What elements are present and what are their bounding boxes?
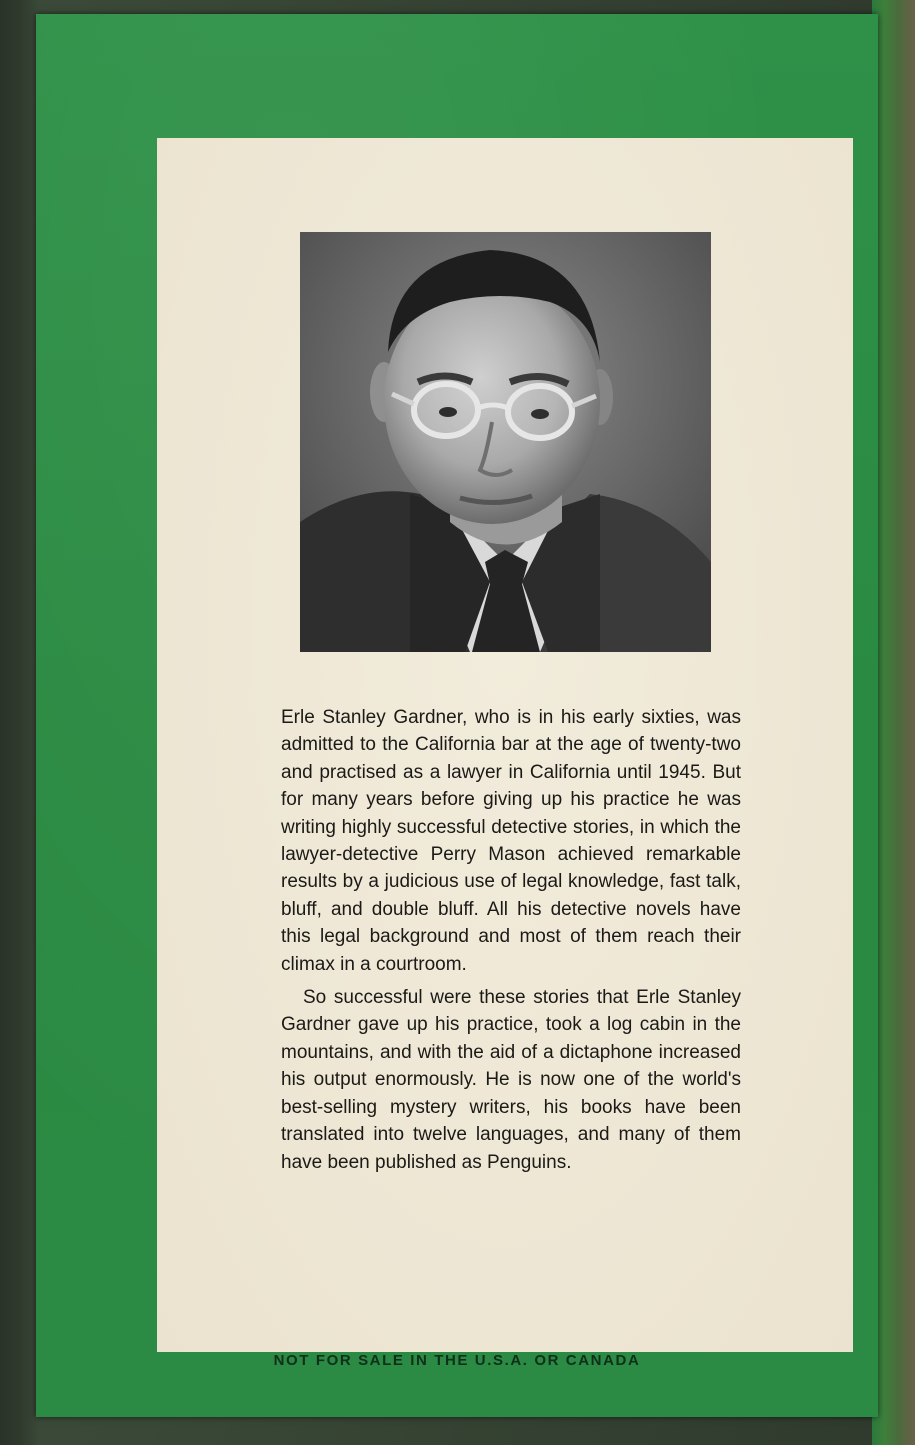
back-cover bbox=[36, 14, 878, 1417]
sales-restriction-notice: NOT FOR SALE IN THE U.S.A. OR CANADA bbox=[273, 1352, 641, 1369]
author-biography bbox=[281, 704, 741, 1176]
author-portrait bbox=[300, 232, 711, 652]
bio-paragraph-2: So successful were these stories that Erle Stanley Gardner gave up his practice, took a log cabin in the mountains, and with the aid of a dictaphone increased his output enormously. He is now one of the world's best-selling mystery writers, his books have been translated into twelve languages, and many of them have been published as Penguins. bbox=[281, 987, 741, 1173]
portrait-illustration bbox=[300, 232, 711, 652]
bio-paragraph-1: Erle Stanley Gardner, who is in his early sixties, was admitted to the California bar at the age of twenty-two and practised as a lawyer in California until 1945. But for many years before giving up his practice he was writing highly successful detective stories, in which the lawyer-detective Perry Mason achieved remarkable results by a judicious use of legal knowledge, fast talk, bluff, and double bluff. All his detective novels have this legal background and most of them reach their climax in a courtroom. bbox=[281, 707, 741, 975]
book-edge bbox=[872, 0, 915, 1445]
cream-panel bbox=[157, 138, 853, 1352]
